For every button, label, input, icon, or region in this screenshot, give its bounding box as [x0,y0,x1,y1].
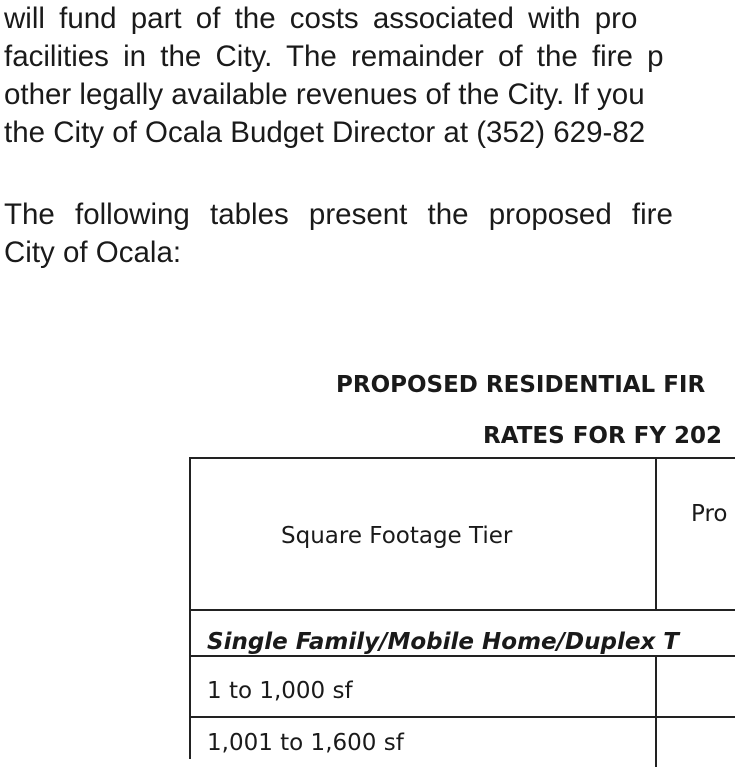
column-divider-lower [655,657,657,767]
header-square-footage-tier: Square Footage Tier [281,523,513,549]
paragraph-1-line-1: will fund part of the costs associated with pro [4,2,638,35]
table-row: 1,001 to 1,600 sf [207,730,404,756]
table-subtitle: RATES FOR FY 202 [483,423,723,449]
paragraph-1-line-2: facilities in the City. The remainder of the fire p [4,40,664,73]
section-bottom-rule [191,655,735,657]
header-proposed-rate: Pro [691,501,728,527]
header-bottom-rule [191,609,735,611]
row-bottom-rule [191,716,735,718]
rates-table [189,457,735,759]
paragraph-2-line-2: City of Ocala: [4,236,182,269]
table-title: PROPOSED RESIDENTIAL FIR [336,372,706,398]
paragraph-1-line-4: the City of Ocala Budget Director at (352) 629-82 [4,116,646,149]
paragraph-2-line-1: The following tables present the proposed fire [4,198,673,231]
section-label: Single Family/Mobile Home/Duplex T [207,629,679,655]
table-row: 1 to 1,000 sf [207,678,353,704]
paragraph-1-line-3: other legally available revenues of the City. If you [4,78,645,111]
column-divider [655,459,657,611]
